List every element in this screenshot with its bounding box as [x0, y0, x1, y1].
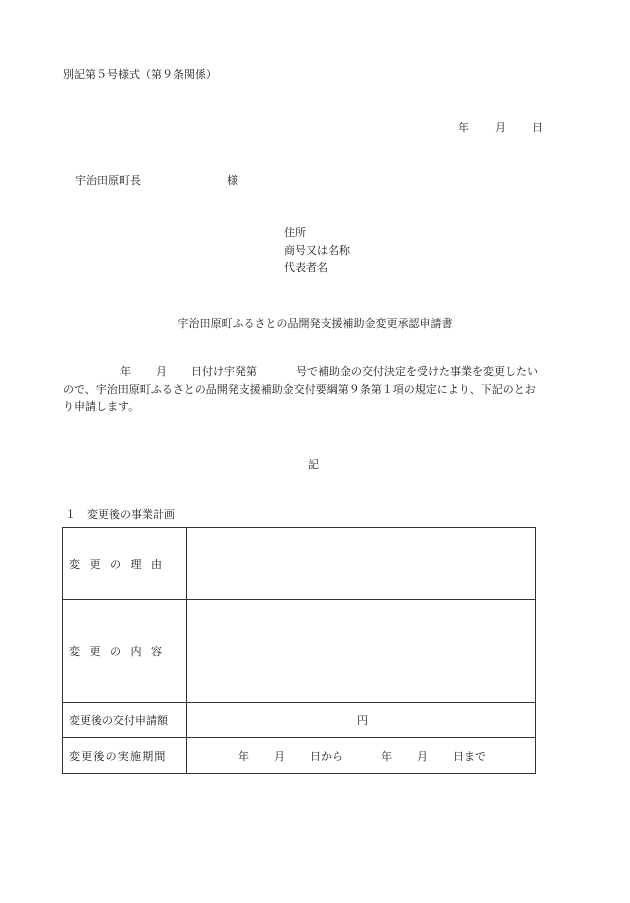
period-start-month: 月: [274, 749, 285, 763]
applicant-address-label: 住所: [284, 226, 306, 239]
row-value-amount: 円: [187, 703, 536, 738]
table-row: [63, 703, 536, 738]
applicant-representative-label: 代表者名: [284, 261, 328, 274]
applicant-block: [284, 224, 350, 277]
body-number-text: 号で補助金の交付決定を受けた事業を変更したい: [296, 365, 538, 378]
applicant-business-name-label: 商号又は名称: [284, 243, 350, 257]
row-label-reason: 変更の理由: [63, 528, 187, 600]
date-line: [458, 119, 543, 135]
body-line-2: ので、宇治田原町ふるさとの品開発支援補助金交付要綱第９条第１項の規定により、下記のとお: [63, 382, 536, 396]
period-start-year: 年: [238, 749, 249, 763]
row-label-amount: 変更後の交付申請額: [63, 703, 187, 738]
body-year: 年: [120, 365, 131, 378]
row-value-period: [187, 738, 536, 774]
body-line-1: [63, 363, 567, 381]
addressee-honorific: 様: [227, 174, 238, 187]
period-end-day: 日まで: [453, 749, 486, 763]
table-row: [63, 738, 536, 774]
date-month-label: 月: [495, 121, 506, 134]
row-label-period: 変更後の実施期間: [63, 738, 187, 774]
section-heading: １ 変更後の事業計画: [65, 508, 175, 521]
document-title: 宇治田原町ふるさとの品開発支援補助金変更承認申請書: [177, 317, 453, 330]
plan-table: [62, 527, 536, 774]
addressee: [75, 172, 238, 188]
body-text: [63, 363, 567, 416]
period-end-month: 月: [417, 749, 428, 763]
date-day-label: 日: [532, 121, 543, 134]
row-value-reason: [187, 528, 536, 600]
addressee-name: 宇治田原町長: [75, 174, 141, 187]
ki-heading: 記: [308, 458, 319, 471]
table-row: [63, 528, 536, 600]
body-day-ref: 日付け宇発第: [191, 365, 257, 378]
row-value-content: [187, 600, 536, 703]
body-month: 月: [156, 365, 167, 378]
table-row: [63, 600, 536, 703]
period-start-day: 日から: [310, 749, 343, 763]
body-line-3: り申請します。: [63, 400, 140, 413]
period-end-year: 年: [381, 749, 392, 763]
form-number: 別記第５号様式（第９条関係）: [63, 68, 217, 81]
row-label-content: 変更の内容: [63, 600, 187, 703]
date-year-label: 年: [458, 121, 469, 134]
